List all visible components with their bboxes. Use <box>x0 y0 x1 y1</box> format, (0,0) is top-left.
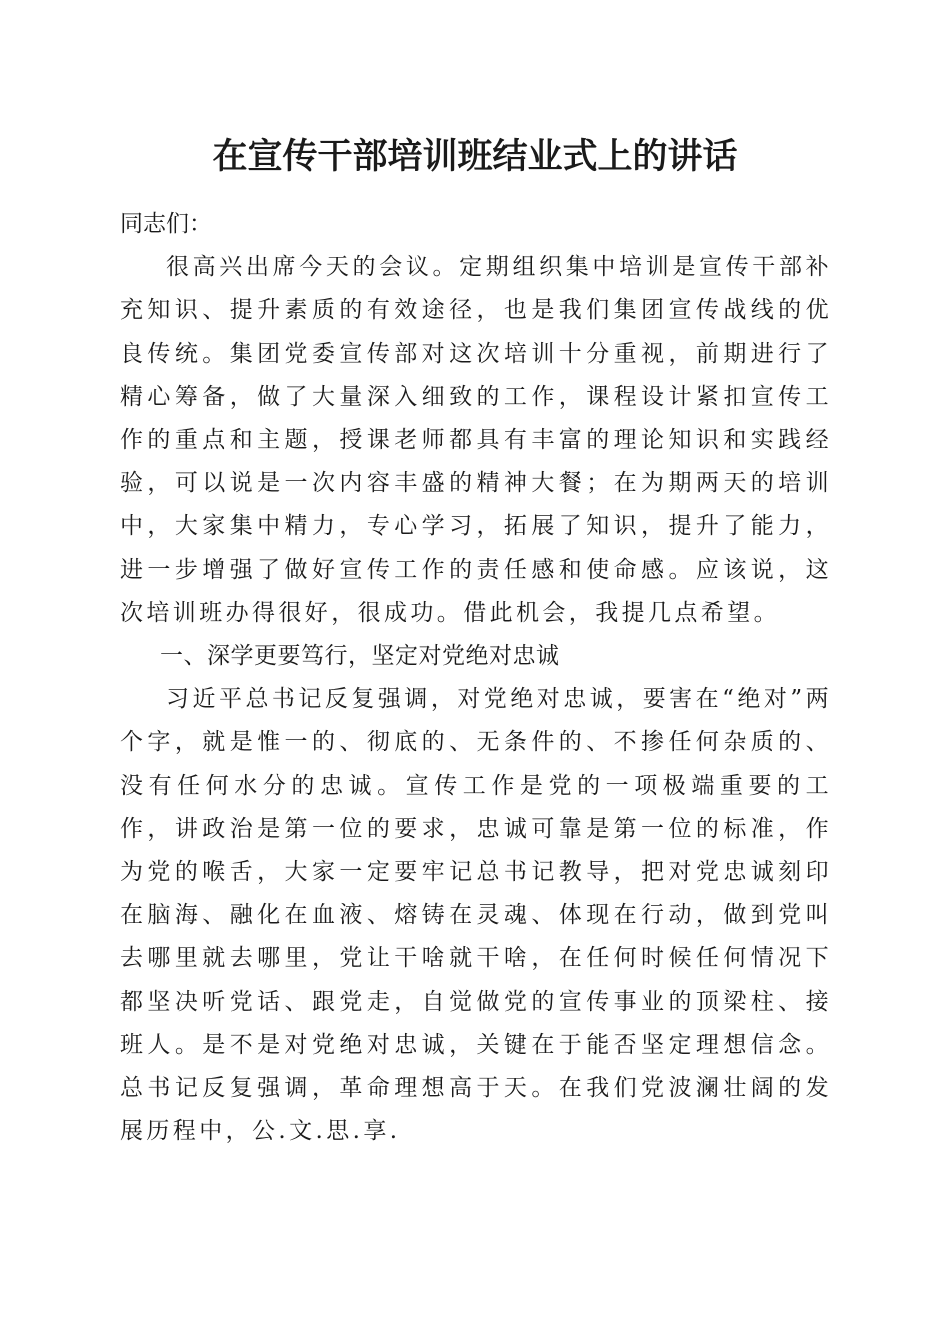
document-body <box>120 203 832 1153</box>
document-title: 在宣传干部培训班结业式上的讲话 <box>212 136 738 177</box>
salutation: 同志们： <box>120 211 212 237</box>
opening-paragraph: 很高兴出席今天的会议。定期组织集中培训是宣传干部补充知识、提升素质的有效途径，也是我们集团宣传战线的优良传统。集团党委宣传部对这次培训十分重视，前期进行了精心筹备，做了大量深入细致的工作，课程设计紧扣宣传工作的重点和主题，授课老师都具有丰富的理论知识和实践经验，可以说是一次内容丰盛的精神大餐；在为期两天的培训中，大家集中精力，专心学习，拓展了知识，提升了能力，进一步增强了做好宣传工作的责任感和使命感。应该说，这次培训班办得很好，很成功。借此机会，我提几点希望。 <box>120 254 832 626</box>
section-heading-1: 一、深学更要笃行，坚定对党绝对忠诚 <box>160 643 560 670</box>
section-paragraph-1: 习近平总书记反复强调，对党绝对忠诚，要害在“绝对”两个字，就是惟一的、彻底的、无条件的、不掺任何杂质的、没有任何水分的忠诚。宣传工作是党的一项极端重要的工作，讲政治是第一位的要求，忠诚可靠是第一位的标准，作为党的喉舌，大家一定要牢记总书记教导，把对党忠诚刻印在脑海、融化在血液、熔铸在灵魂、体现在行动，做到党叫去哪里就去哪里，党让干啥就干啥，在任何时候任何情况下都坚决听党话、跟党走，自觉做党的宣传事业的顶梁柱、接班人。是不是对党绝对忠诚，关键在于能否坚定理想信念。总书记反复强调，革命理想高于天。在我们党波澜壮阔的发展历程中，公.文.思.享. <box>120 686 832 1145</box>
